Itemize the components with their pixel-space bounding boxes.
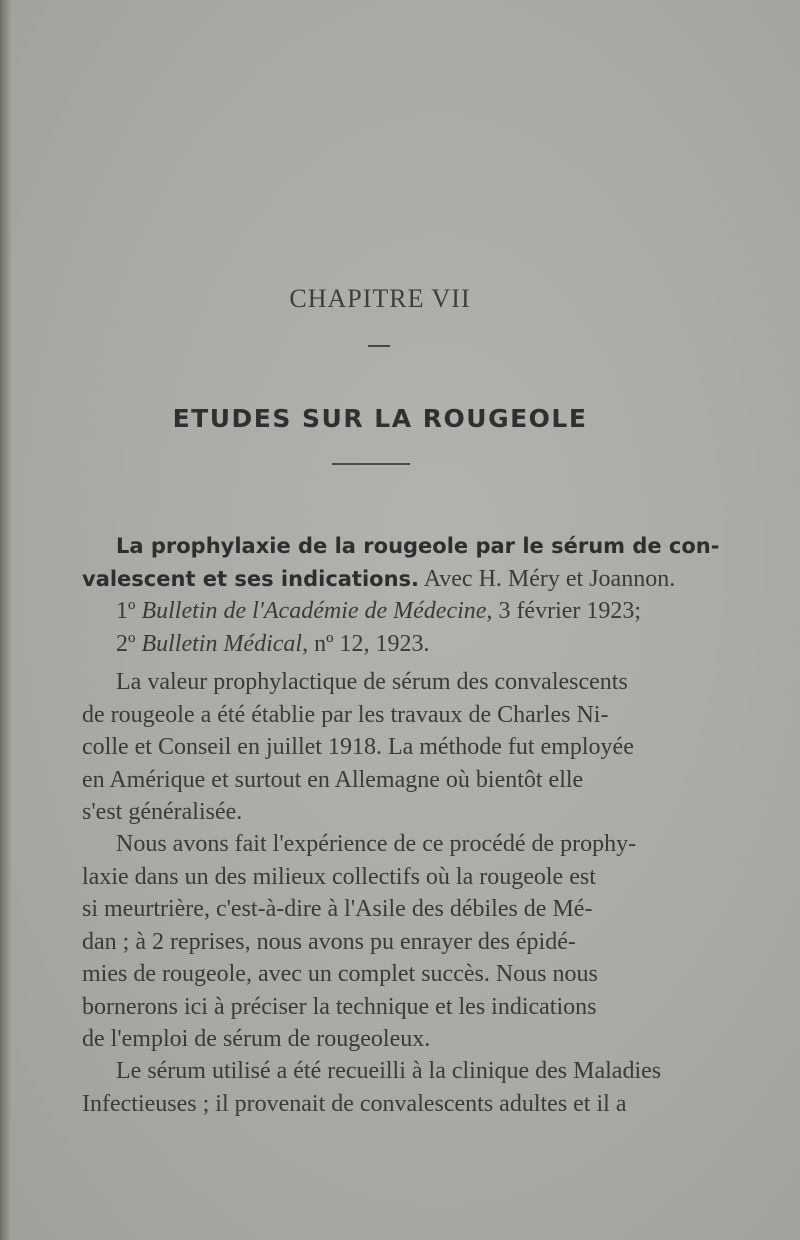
heading-line-1 <box>82 530 720 563</box>
paragraph-line: de l'emploi de sérum de rougeoleux. <box>82 1026 431 1052</box>
reference-2-rest: nº 12, 1923. <box>308 630 430 657</box>
article-heading <box>82 530 720 660</box>
heading-authors: Avec H. Méry et Joannon. <box>419 565 676 592</box>
paragraph-line: Nous avons fait l'expérience de ce procédé de prophy- <box>116 831 637 857</box>
reference-2-number: 2º <box>116 630 142 657</box>
paragraph-line: colle et Conseil en juillet 1918. La méthode fut employée <box>82 734 634 760</box>
reference-1 <box>82 595 652 628</box>
paragraph-line: bornerons ici à préciser la technique et les indications <box>82 993 597 1020</box>
reference-1-number: 1º <box>116 598 142 624</box>
heading-bold-text-2: valescent et ses indications. <box>82 566 420 591</box>
paragraph-line: Infectieuses ; il provenait de convalescents adultes et il a <box>82 1090 627 1117</box>
paragraph-2 <box>82 828 652 1056</box>
heading-bold-text-1: La prophylaxie de la rougeole par le sérum de con- <box>116 534 720 558</box>
chapter-number: CHAPITRE VII <box>289 284 471 313</box>
paragraph-line: Le sérum utilisé a été recueilli à la clinique des Maladies <box>116 1058 662 1084</box>
heading-line-2 <box>82 563 676 596</box>
paragraph-line: dan ; à 2 reprises, nous avons pu enrayer des épidé- <box>82 928 576 955</box>
title-rule <box>332 463 410 465</box>
reference-1-journal: Bulletin de l'Académie de Médecine, <box>141 598 493 624</box>
reference-2-journal: Bulletin Médical, <box>141 630 309 657</box>
paragraph-line: laxie dans un des milieux collectifs où la rougeole est <box>82 863 596 890</box>
paragraph-line: s'est généralisée. <box>82 799 243 825</box>
paragraph-1 <box>82 666 652 829</box>
chapter-title: ETUDES SUR LA ROUGEOLE <box>172 404 588 433</box>
paragraph-line: mies de rougeole, avec un complet succès. Nous nous <box>82 961 598 987</box>
reference-2 <box>82 628 652 661</box>
page-binding-edge <box>0 0 12 1240</box>
paragraph-3 <box>82 1055 662 1120</box>
paragraph-line: en Amérique et surtout en Allemagne où bientôt elle <box>82 766 584 793</box>
paragraph-line: La valeur prophylactique de sérum des convalescents <box>116 669 628 695</box>
paragraph-line: si meurtrière, c'est-à-dire à l'Asile des débiles de Mé- <box>82 896 593 922</box>
reference-1-date: 3 février 1923; <box>492 598 642 624</box>
chapter-dash <box>368 345 390 347</box>
paragraph-line: de rougeole a été établie par les travaux de Charles Ni- <box>82 701 609 728</box>
